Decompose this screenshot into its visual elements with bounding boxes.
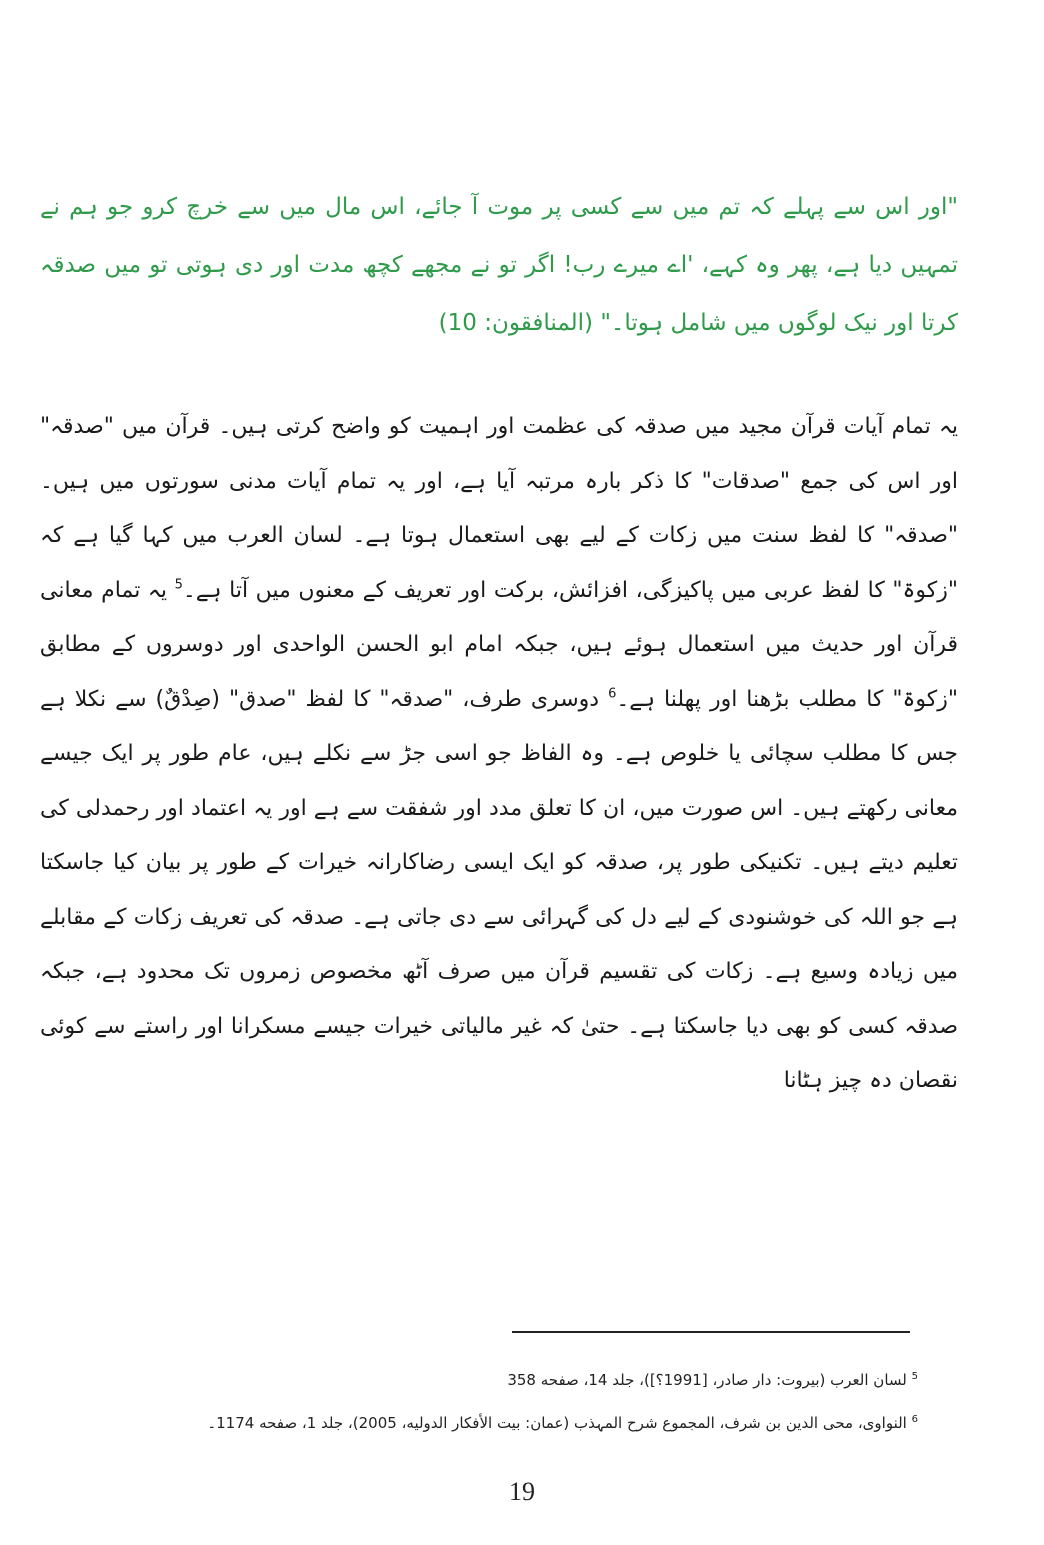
footnote-ref-6[interactable]: 6	[608, 686, 617, 702]
quran-quote	[40, 178, 958, 352]
footnote-text: لسان العرب (بیروت: دار صادر، [1991؟])، جلد 14، صفحه 358	[507, 1371, 907, 1389]
footnote-number: 6	[911, 1414, 918, 1425]
paragraph-part-3: دوسری طرف، "صدقہ" کا لفظ "صدق" (صِدْقٌ) سے نکلا ہے جس کا مطلب سچائی یا خلوص ہے۔ وہ الفاظ جو اسی جڑ سے نکلے ہیں، عام طور پر ایک جیسے معانی رکھتے ہیں۔ اس صورت میں، ان کا تعلق مدد اور شفقت سے ہے اور یہ اعتماد اور رحمدلی کی تعلیم دیتے ہیں۔ تکنیکی طور پر، صدقہ کو ایک ایسی رضاکارانہ خیرات کے طور پر بیان کیا جاسکتا ہے جو اللہ کی خوشنودی کے لیے دل کی گہرائی سے دی جاتی ہے۔ صدقہ کی تعریف زکات کے مقابلے میں زیادہ وسیع ہے۔ زکات کی تقسیم قرآن میں صرف آٹھ مخصوص زمروں تک محدود ہے، جبکہ صدقہ کسی کو بھی دیا جاسکتا ہے۔ حتیٰ کہ غیر مالیاتی خیرات جیسے مسکرانا اور راستے سے کوئی نقصان دہ چیز ہٹانا	[40, 686, 958, 1093]
footnote-6	[40, 1400, 918, 1443]
body-paragraph	[40, 400, 958, 1109]
paragraph-part-2: یہ تمام معانی قرآن اور حدیث میں استعمال ہوئے ہیں، جبکہ امام ابو الحسن الواحدی اور دوسروں کے مطابق "زکوۃ" کا مطلب بڑھنا اور پھلنا ہے۔	[40, 577, 959, 712]
paragraph-text	[40, 400, 958, 1109]
quote-text: "اور اس سے پہلے کہ تم میں سے کسی پر موت آ جائے، اس مال میں سے خرچ کرو جو ہم نے تمہیں دیا ہے، پھر وہ کہے، 'اے میرے رب! اگر تو نے مجھے کچھ مدت اور دی ہوتی تو میں صدقہ کرتا اور نیک لوگوں میں شامل ہوتا۔" (المنافقون: 10)	[40, 194, 958, 336]
footnote-divider	[512, 1331, 910, 1333]
footnote-number: 5	[911, 1371, 918, 1382]
footnote-ref-5[interactable]: 5	[174, 577, 183, 593]
page-number: 19	[509, 1477, 535, 1506]
footnotes	[40, 1357, 918, 1443]
footnote-5	[40, 1357, 918, 1400]
paragraph-part-1: یہ تمام آیات قرآن مجید میں صدقہ کی عظمت اور اہمیت کو واضح کرتی ہیں۔ قرآن میں "صدقہ" اور اس کی جمع "صدقات" کا ذکر بارہ مرتبہ آیا ہے، اور یہ تمام آیات مدنی سورتوں میں ہیں۔ "صدقہ" کا لفظ سنت میں زکات کے لیے بھی استعمال ہوتا ہے۔ لسان العرب میں کہا گیا ہے کہ "زکوۃ" کا لفظ عربی میں پاکیزگی، افزائش، برکت اور تعریف کے معنوں میں آتا ہے۔	[40, 414, 958, 603]
footnote-text: النواوی، محی الدین بن شرف، المجموع شرح المہذب (عمان: بیت الأفکار الدولیه، 2005)، جلد 1، صفحه 1174۔	[207, 1414, 907, 1432]
